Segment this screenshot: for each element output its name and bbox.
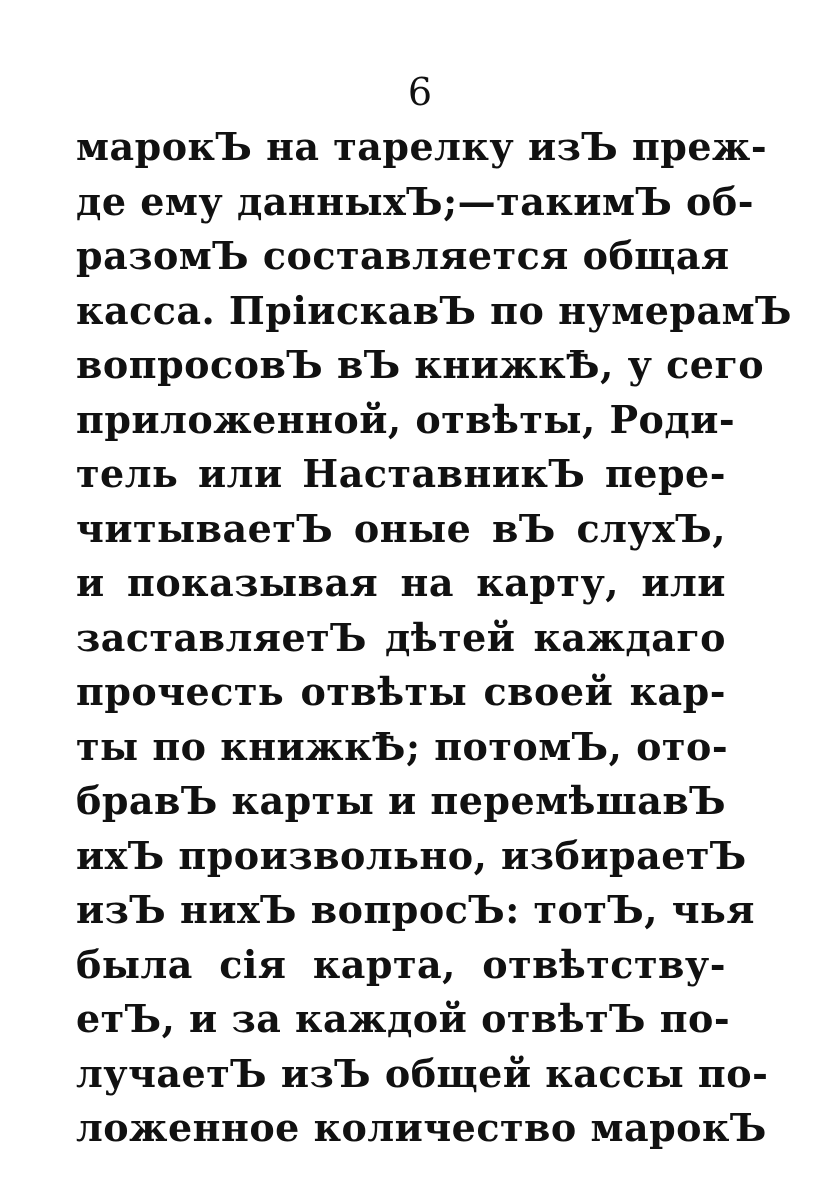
text-line: бравЪ карты и перемѣшавЪ xyxy=(76,778,727,823)
text-line: разомЪ составляется общая xyxy=(76,233,730,278)
text-line: етЪ, и за каждой отвѣтЪ по- xyxy=(76,996,731,1041)
text-line: была сія карта, отвѣтству- xyxy=(76,941,726,987)
text-line: касса. ПріискавЪ по нумерамЪ xyxy=(76,287,792,333)
text-line: приложенной, отвѣты, Роди- xyxy=(76,396,736,442)
text-line: вопросовЪ вЪ книжкѢ, у сего xyxy=(76,342,765,387)
text-line: и показывая на карту, или xyxy=(76,560,726,605)
text-line: изЪ нихЪ вопросЪ: тотЪ, чья xyxy=(76,887,755,932)
text-line: ихЪ произвольно, избираетЪ xyxy=(76,832,747,878)
text-line: заставляетЪ дѣтей каждаго xyxy=(76,614,726,660)
text-line: ложенное количество марокЪ xyxy=(76,1105,767,1150)
page-number: 6 xyxy=(407,70,433,114)
text-line: ты по книжкѢ; потомЪ, ото- xyxy=(76,723,729,769)
text-line: лучаетЪ изЪ общей кассы по- xyxy=(76,1050,769,1096)
text-line: читываетЪ оные вЪ слухЪ, xyxy=(76,505,726,551)
text-line: де ему данныхЪ;—такимЪ об- xyxy=(76,178,755,224)
text-line: марокЪ на тарелку изЪ преж- xyxy=(76,124,768,169)
text-line: прочесть отвѣты своей кар- xyxy=(76,669,726,714)
text-line: тель или НаставникЪ пере- xyxy=(76,451,726,496)
body-text xyxy=(76,120,792,1156)
